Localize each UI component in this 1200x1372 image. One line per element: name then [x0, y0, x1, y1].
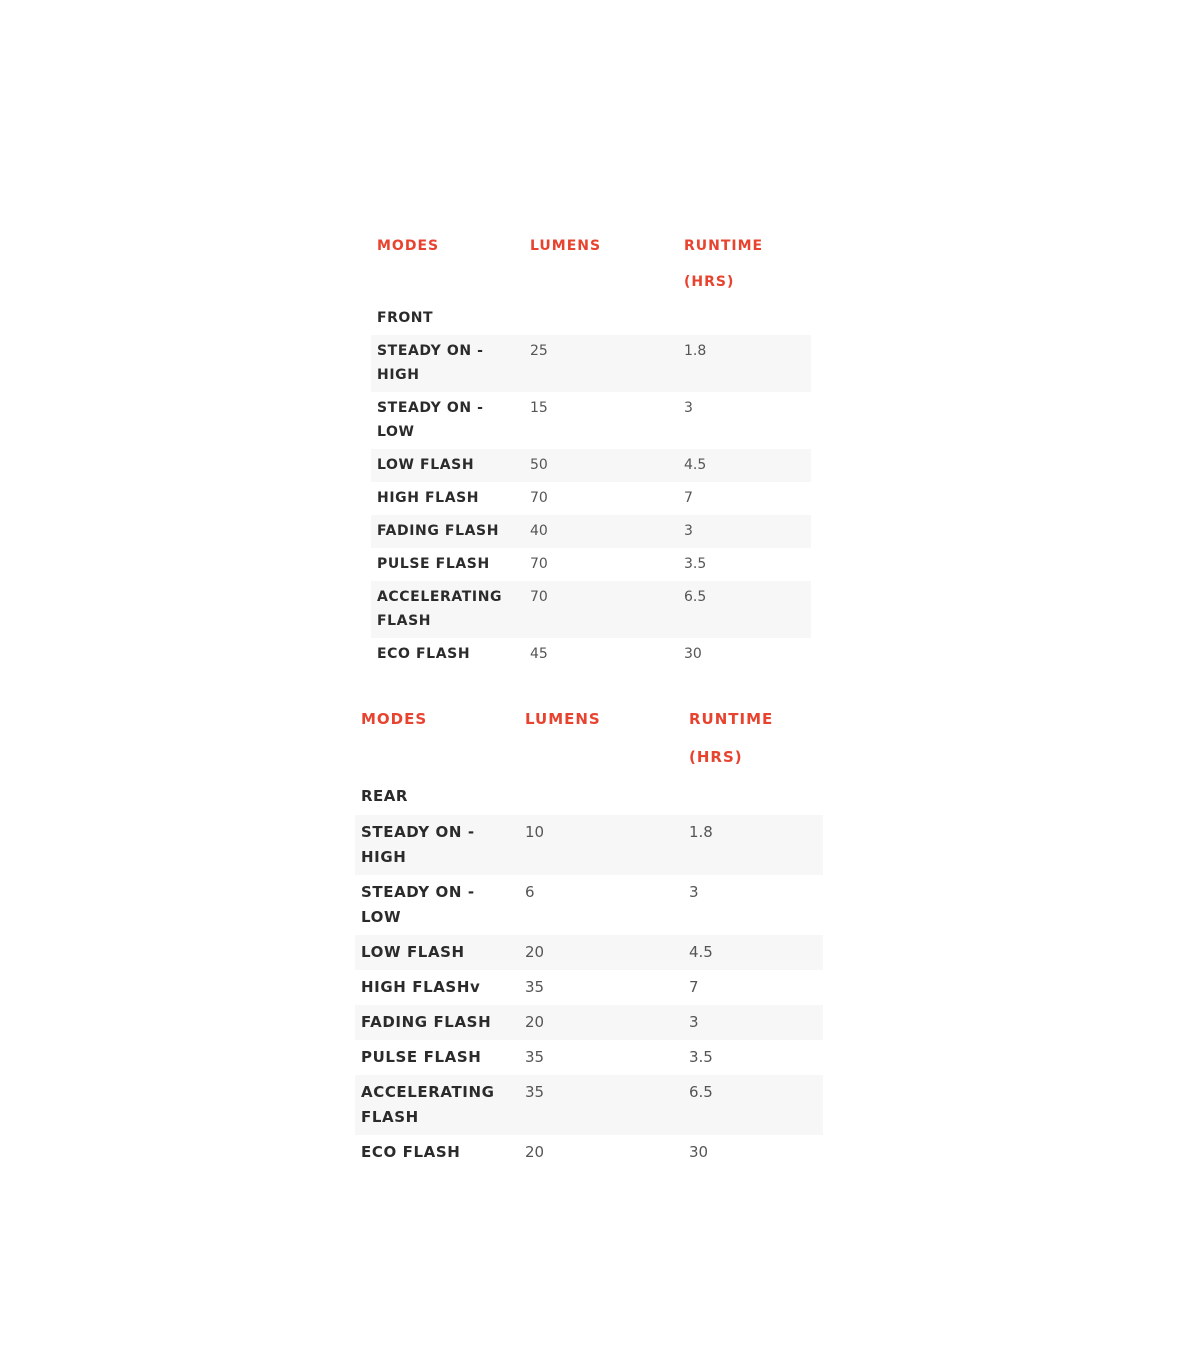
table-row [371, 515, 811, 548]
lumens-cell: 20 [519, 1005, 683, 1040]
header-modes: MODES [377, 238, 440, 254]
header-runtime: RUNTIME (HRS) [684, 238, 764, 290]
runtime-cell: 7 [689, 978, 699, 996]
lumens-cell: 45 [530, 646, 548, 662]
header-modes: MODES [361, 710, 428, 728]
lumens-cell: 20 [519, 935, 683, 970]
mode-cell: ACCELERATING FLASH [355, 1075, 519, 1135]
table-row [355, 1040, 823, 1075]
lumens-cell: 35 [525, 978, 545, 996]
mode-cell: PULSE FLASH [377, 556, 490, 572]
mode-cell: ECO FLASH [377, 646, 471, 662]
front-modes-table [371, 228, 811, 671]
table-row [371, 392, 811, 449]
runtime-cell: 3 [689, 883, 699, 901]
rear-modes-table [355, 700, 823, 1170]
runtime-cell: 30 [684, 646, 702, 662]
table-row [355, 935, 823, 970]
table-row [355, 875, 823, 935]
header-runtime: RUNTIME (HRS) [689, 710, 774, 766]
lumens-cell: 70 [524, 581, 678, 638]
runtime-cell: 7 [684, 490, 693, 506]
lumens-cell: 70 [530, 490, 548, 506]
runtime-cell: 30 [689, 1143, 709, 1161]
lumens-cell: 40 [524, 515, 678, 548]
runtime-cell: 1.8 [683, 815, 823, 875]
mode-cell: HIGH FLASH [377, 490, 480, 506]
table-row [355, 815, 823, 875]
mode-cell: STEADY ON - HIGH [371, 335, 524, 392]
runtime-cell: 3.5 [684, 556, 707, 572]
lumens-cell: 35 [525, 1048, 545, 1066]
mode-cell: STEADY ON - LOW [361, 883, 475, 926]
table-header-row [371, 228, 811, 300]
table-header-row [355, 700, 823, 776]
lumens-cell: 35 [519, 1075, 683, 1135]
section-label-front: FRONT [377, 310, 434, 326]
lumens-cell: 25 [524, 335, 678, 392]
runtime-cell: 6.5 [683, 1075, 823, 1135]
section-row [355, 776, 823, 815]
lumens-cell: 50 [524, 449, 678, 482]
table-row [355, 1135, 823, 1170]
runtime-cell: 4.5 [678, 449, 811, 482]
lumens-cell: 6 [525, 883, 535, 901]
table-row [355, 970, 823, 1005]
runtime-cell: 3 [678, 515, 811, 548]
lumens-cell: 70 [530, 556, 548, 572]
table-row [355, 1075, 823, 1135]
table-row [371, 548, 811, 581]
runtime-cell: 6.5 [678, 581, 811, 638]
runtime-cell: 3.5 [689, 1048, 713, 1066]
table-row [371, 638, 811, 671]
runtime-cell: 3 [683, 1005, 823, 1040]
runtime-cell: 4.5 [683, 935, 823, 970]
runtime-cell: 3 [684, 400, 693, 416]
mode-cell: FADING FLASH [371, 515, 524, 548]
table-row [371, 581, 811, 638]
table-row [355, 1005, 823, 1040]
mode-cell: FADING FLASH [355, 1005, 519, 1040]
mode-cell: HIGH FLASHv [361, 978, 481, 996]
mode-cell: PULSE FLASH [361, 1048, 482, 1066]
runtime-cell: 1.8 [678, 335, 811, 392]
mode-cell: STEADY ON - LOW [377, 400, 484, 440]
mode-cell: LOW FLASH [355, 935, 519, 970]
section-row [371, 300, 811, 335]
header-lumens: LUMENS [530, 238, 602, 254]
lumens-cell: 15 [530, 400, 548, 416]
table-row [371, 482, 811, 515]
table-row [371, 449, 811, 482]
lumens-cell: 10 [519, 815, 683, 875]
section-label-rear: REAR [361, 787, 408, 805]
lumens-cell: 20 [525, 1143, 545, 1161]
mode-cell: LOW FLASH [371, 449, 524, 482]
mode-cell: STEADY ON - HIGH [355, 815, 519, 875]
mode-cell: ACCELERATING FLASH [371, 581, 524, 638]
table-row [371, 335, 811, 392]
header-lumens: LUMENS [525, 710, 601, 728]
mode-cell: ECO FLASH [361, 1143, 461, 1161]
